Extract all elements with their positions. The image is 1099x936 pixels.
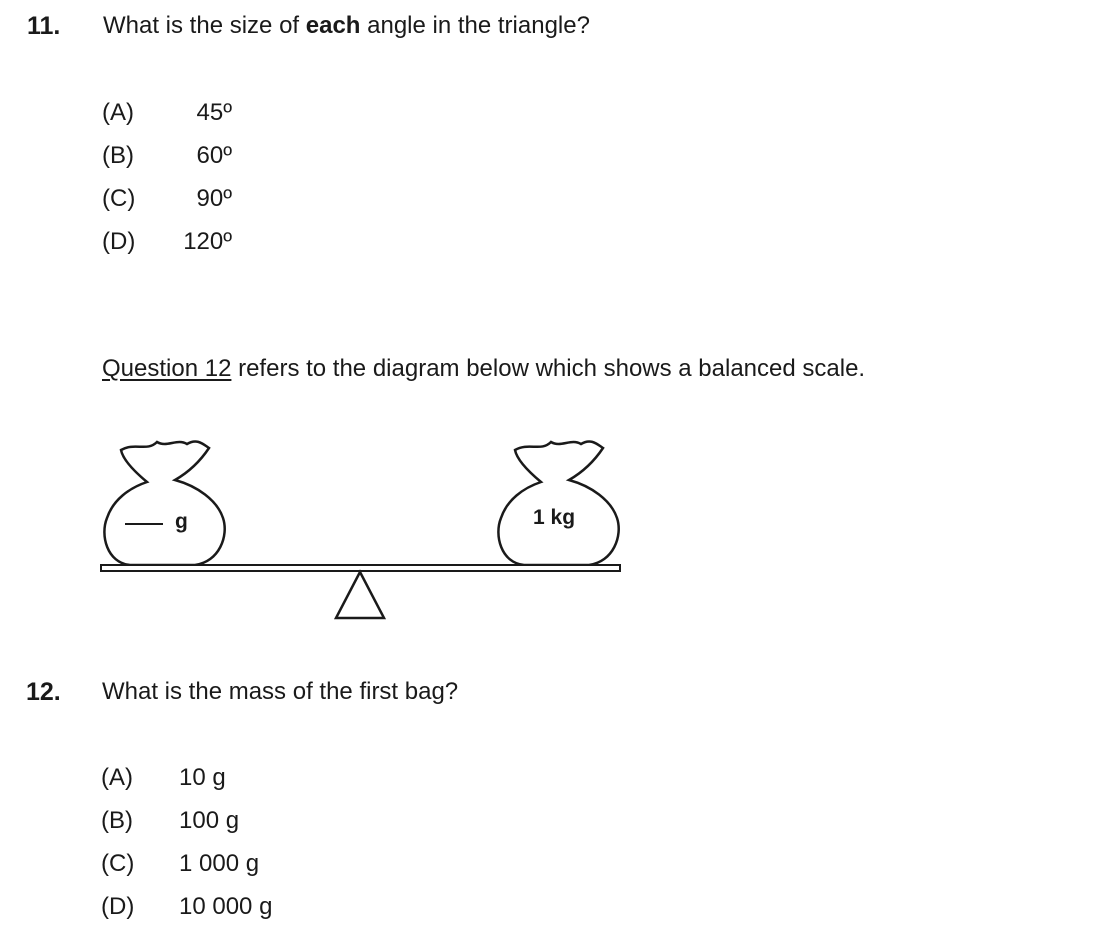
diagram-intro-rest: refers to the diagram below which shows a balanced scale. (231, 355, 866, 382)
question-12-text: What is the mass of the first bag? (102, 678, 459, 705)
question-11-text-emphasis: each (305, 12, 361, 39)
q12-option-a-value: 10 g (179, 764, 226, 791)
diagram-intro (102, 355, 865, 383)
question-11-text-post: angle in the triangle? (360, 12, 590, 39)
question-11-number: 11. (27, 12, 61, 40)
right-bag (498, 441, 618, 565)
scale-fulcrum (336, 572, 384, 618)
q11-option-b-letter: (B) (102, 142, 134, 169)
q12-option-a-letter: (A) (101, 764, 133, 791)
right-bag-label: 1 kg (533, 506, 576, 529)
q12-option-d-value: 10 000 g (179, 893, 273, 920)
q12-option-b-value: 100 g (179, 807, 240, 834)
q12-option-d-letter: (D) (101, 893, 135, 920)
scale-beam (101, 565, 620, 571)
left-bag-label: g (175, 510, 188, 533)
question-11-text-pre: What is the size of (103, 12, 306, 39)
q11-option-a-value: 45º (196, 99, 232, 126)
q11-option-a-letter: (A) (102, 99, 134, 126)
q12-option-c-value: 1 000 g (179, 850, 260, 877)
q11-option-d-letter: (D) (102, 228, 136, 255)
question-11-text (103, 12, 590, 40)
question-12-reference: Question 12 (102, 355, 232, 382)
question-12-number: 12. (26, 678, 61, 706)
balanced-scale-diagram (95, 430, 625, 625)
q11-option-c-letter: (C) (102, 185, 136, 212)
q11-option-c-value: 90º (196, 185, 232, 212)
q12-option-b-letter: (B) (101, 807, 133, 834)
left-bag (104, 441, 224, 565)
q11-option-b-value: 60º (196, 142, 232, 169)
q11-option-d-value: 120º (183, 228, 232, 255)
q12-option-c-letter: (C) (101, 850, 135, 877)
